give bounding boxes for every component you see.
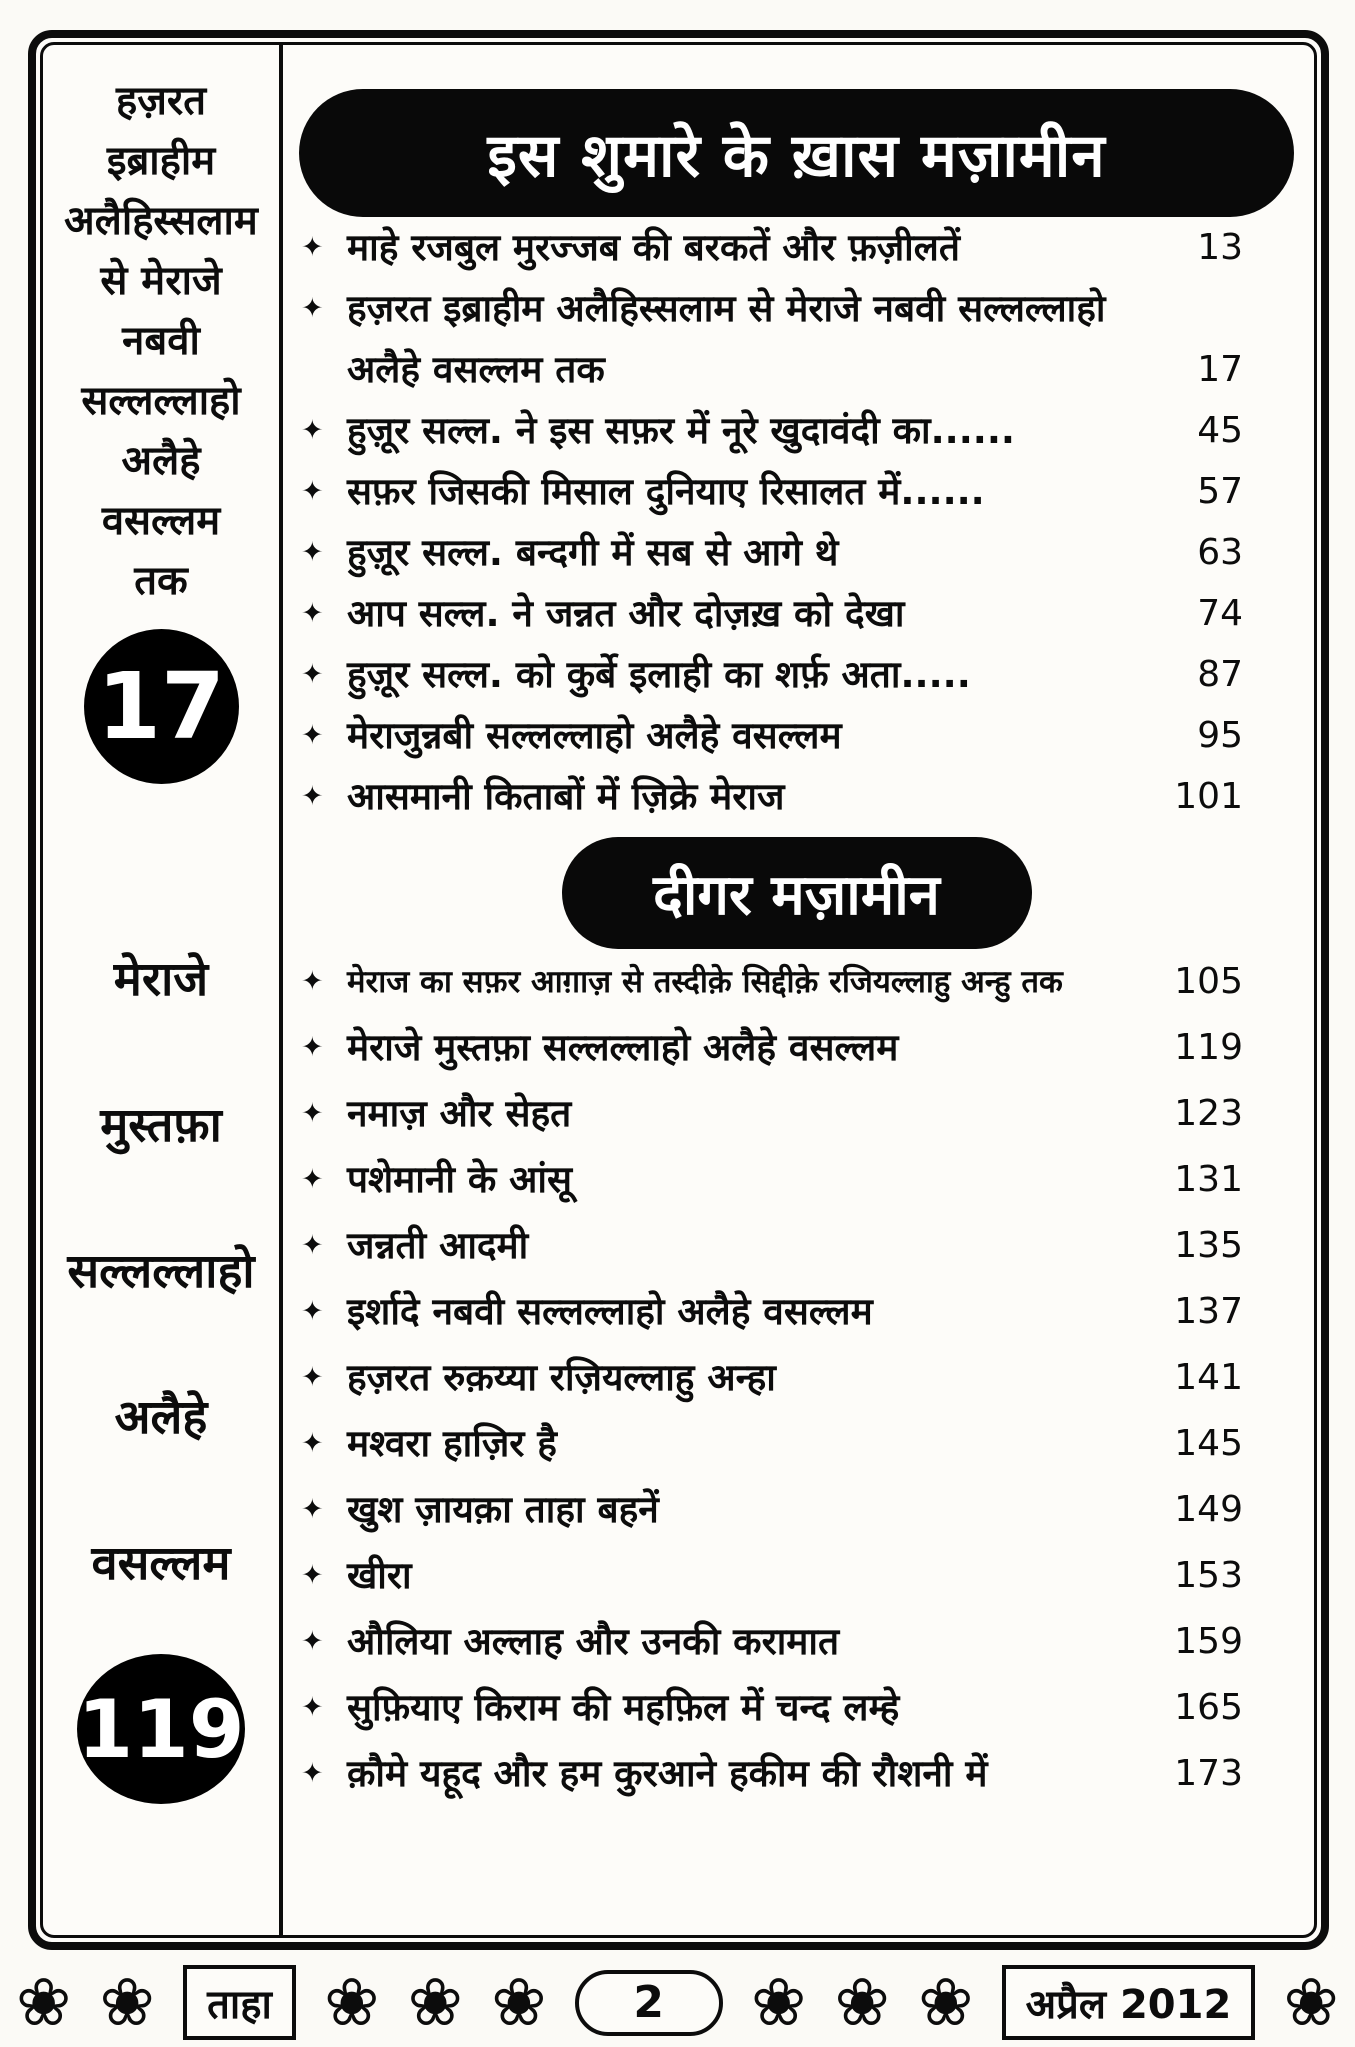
- toc-item-page: 131: [1174, 1159, 1243, 1200]
- toc-item-page: 101: [1174, 776, 1243, 817]
- page-footer: [0, 1958, 1355, 2047]
- featured-section-heading: इस शुमारे के ख़ास मज़ामीन: [299, 89, 1294, 217]
- other-section-list: [295, 949, 1298, 1807]
- page-number-oval: 2: [575, 1970, 723, 2036]
- toc-item-title: हज़रत इब्राहीम अलैहिस्सलाम से मेराजे नबवी सल्लल्लाहो अलैहे वसल्लम तक: [347, 287, 1106, 391]
- sidebar-note-line: अलैहे: [114, 1390, 208, 1445]
- flower-icon: ❀: [324, 1963, 380, 2041]
- toc-item-title: मश्वरा हाज़िर है: [347, 1422, 557, 1465]
- toc-item-page: 135: [1174, 1225, 1243, 1266]
- diamond-bullet-icon: ✦: [301, 1098, 324, 1129]
- featured-section-list: [295, 217, 1298, 827]
- toc-item-page: 13: [1197, 227, 1243, 268]
- sidebar-note-line: इब्राहीम: [106, 138, 216, 184]
- toc-item-page: 173: [1174, 1753, 1243, 1794]
- toc-item: [301, 461, 1243, 522]
- sidebar-other-article-note: [43, 904, 279, 1634]
- toc-item-page: 149: [1174, 1489, 1243, 1530]
- magazine-title-box: ताहा: [183, 1965, 296, 2040]
- flower-icon: ❀: [99, 1963, 155, 2041]
- page-frame: [28, 30, 1329, 1950]
- diamond-bullet-icon: ✦: [301, 659, 324, 690]
- toc-item: [301, 522, 1243, 583]
- diamond-bullet-icon: ✦: [301, 1560, 324, 1591]
- diamond-bullet-icon: ✦: [301, 1296, 324, 1327]
- diamond-bullet-icon: ✦: [301, 1362, 324, 1393]
- toc-item-page: 145: [1174, 1423, 1243, 1464]
- other-section-heading: दीगर मज़ामीन: [562, 837, 1032, 949]
- toc-item-page: 17: [1197, 349, 1243, 390]
- sidebar-note-line: तक: [134, 558, 188, 604]
- flower-icon: ❀: [491, 1963, 547, 2041]
- toc-item-page: 57: [1197, 471, 1243, 512]
- toc-item-page: 141: [1174, 1357, 1243, 1398]
- other-article-page-badge: 119: [77, 1654, 245, 1804]
- toc-item: [301, 1477, 1243, 1543]
- toc-item-title: मेराजे मुस्तफ़ा सल्लल्लाहो अलैहे वसल्लम: [347, 1026, 899, 1069]
- diamond-bullet-icon: ✦: [301, 1428, 324, 1459]
- diamond-bullet-icon: ✦: [301, 781, 324, 812]
- toc-item-title: औलिया अल्लाह और उनकी करामात: [347, 1620, 840, 1663]
- diamond-bullet-icon: ✦: [301, 1758, 324, 1789]
- sidebar-note-line: सल्लल्लाहो: [67, 1244, 255, 1299]
- sidebar-note-line: से मेराजे: [100, 258, 222, 304]
- toc-item: [301, 400, 1243, 461]
- sidebar-note-line: अलैहे: [121, 438, 201, 484]
- page-frame-inner: [40, 42, 1317, 1938]
- flower-icon: ❀: [834, 1963, 890, 2041]
- toc-item: [301, 949, 1243, 1015]
- sidebar-note-line: सल्लल्लाहो: [81, 378, 241, 424]
- toc-item: [301, 1345, 1243, 1411]
- sidebar-note-line: मेराजे: [113, 952, 209, 1007]
- toc-item-page: 165: [1174, 1687, 1243, 1728]
- diamond-bullet-icon: ✦: [301, 415, 324, 446]
- toc-item: [301, 644, 1243, 705]
- diamond-bullet-icon: ✦: [301, 966, 324, 997]
- toc-item: [301, 278, 1243, 400]
- sidebar: [43, 45, 283, 1935]
- toc-item-title: इर्शादे नबवी सल्लल्लाहो अलैहे वसल्लम: [347, 1290, 873, 1333]
- toc-item-title: आप सल्ल. ने जन्नत और दोज़ख़ को देखा: [347, 592, 905, 635]
- toc-item-title: मेराज का सफ़र आग़ाज़ से तस्दीक़े सिद्दीक़े रजियल्लाहु अन्हु तक: [347, 964, 1063, 1000]
- toc-item: [301, 1279, 1243, 1345]
- toc-item-page: 159: [1174, 1621, 1243, 1662]
- toc-item-title: सफ़र जिसकी मिसाल दुनियाए रिसालत में......: [347, 470, 985, 513]
- flower-icon: ❀: [918, 1963, 974, 2041]
- toc-item-title: हुज़ूर सल्ल. ने इस सफ़र में नूरे खुदावंदी का......: [347, 409, 1015, 452]
- flower-icon: ❀: [16, 1963, 72, 2041]
- featured-article-page-badge: 17: [84, 629, 239, 784]
- sidebar-note-line: मुस्तफ़ा: [100, 1098, 222, 1153]
- toc-item-title: खीरा: [347, 1554, 412, 1597]
- diamond-bullet-icon: ✦: [301, 1692, 324, 1723]
- toc-item-title: हुज़ूर सल्ल. को कुर्बे इलाही का शर्फ़ अता.....: [347, 653, 971, 696]
- toc-item-title: आसमानी किताबों में ज़िक्रे मेराज: [347, 775, 785, 818]
- toc-item: [301, 1015, 1243, 1081]
- toc-item-page: 95: [1197, 715, 1243, 756]
- sidebar-featured-article-note: [43, 71, 279, 611]
- toc-item-page: 119: [1174, 1027, 1243, 1068]
- toc-item: [301, 1543, 1243, 1609]
- toc-item-title: जन्नती आदमी: [347, 1224, 529, 1267]
- toc-item-title: मेराजुन्नबी सल्लल्लाहो अलैहे वसल्लम: [347, 714, 842, 757]
- toc-item-title: पशेमानी के आंसू: [347, 1158, 573, 1201]
- sidebar-note-line: वसल्लम: [101, 498, 221, 544]
- flower-icon: ❀: [750, 1963, 807, 2041]
- toc-item: [301, 1213, 1243, 1279]
- flower-icon: ❀: [1283, 1963, 1339, 2041]
- toc-item: [301, 583, 1243, 644]
- diamond-bullet-icon: ✦: [301, 1494, 324, 1525]
- toc-item-page: 63: [1197, 532, 1243, 573]
- toc-item: [301, 217, 1243, 278]
- diamond-bullet-icon: ✦: [301, 598, 324, 629]
- toc-item-title: माहे रजबुल मुरज्जब की बरकतें और फ़ज़ीलतें: [347, 226, 960, 269]
- diamond-bullet-icon: ✦: [301, 1626, 324, 1657]
- toc-item-page: 87: [1197, 654, 1243, 695]
- toc-item-title: हज़रत रुक़य्या रज़ियल्लाहु अन्हा: [347, 1356, 776, 1399]
- toc-item: [301, 1609, 1243, 1675]
- toc-item-page: 137: [1174, 1291, 1243, 1332]
- toc-item: [301, 1741, 1243, 1807]
- toc-item-title: हुज़ूर सल्ल. बन्दगी में सब से आगे थे: [347, 531, 839, 574]
- diamond-bullet-icon: ✦: [301, 1230, 324, 1261]
- diamond-bullet-icon: ✦: [301, 720, 324, 751]
- toc-item-page: 105: [1174, 961, 1243, 1002]
- toc-item-title: क़ौमे यहूद और हम कुरआने हकीम की रौशनी में: [347, 1752, 988, 1795]
- toc-item: [301, 1147, 1243, 1213]
- flower-icon: ❀: [407, 1963, 463, 2041]
- issue-date-box: अप्रैल 2012: [1002, 1965, 1256, 2040]
- toc-item-page: 153: [1174, 1555, 1243, 1596]
- sidebar-note-line: हज़रत: [115, 78, 207, 124]
- toc-item: [301, 1411, 1243, 1477]
- toc-item-title: नमाज़ और सेहत: [347, 1092, 572, 1135]
- diamond-bullet-icon: ✦: [301, 1032, 324, 1063]
- toc-item-page: 45: [1197, 410, 1243, 451]
- sidebar-note-line: नबवी: [122, 318, 200, 364]
- toc-item-title: खुश ज़ायक़ा ताहा बहनें: [347, 1488, 659, 1531]
- sidebar-note-line: अलैहिस्सलाम: [64, 198, 258, 244]
- diamond-bullet-icon: ✦: [301, 476, 324, 507]
- toc-item: [301, 1081, 1243, 1147]
- toc-main: [283, 45, 1314, 1935]
- toc-item: [301, 1675, 1243, 1741]
- diamond-bullet-icon: ✦: [301, 1164, 324, 1195]
- diamond-bullet-icon: ✦: [301, 293, 324, 324]
- toc-item-page: 74: [1197, 593, 1243, 634]
- diamond-bullet-icon: ✦: [301, 232, 324, 263]
- toc-item: [301, 705, 1243, 766]
- toc-item-title: सुफ़ियाए किराम की महफ़िल में चन्द लम्हे: [347, 1686, 900, 1729]
- toc-item-page: 123: [1174, 1093, 1243, 1134]
- diamond-bullet-icon: ✦: [301, 537, 324, 568]
- sidebar-note-line: वसल्लम: [91, 1536, 231, 1591]
- toc-item: [301, 766, 1243, 827]
